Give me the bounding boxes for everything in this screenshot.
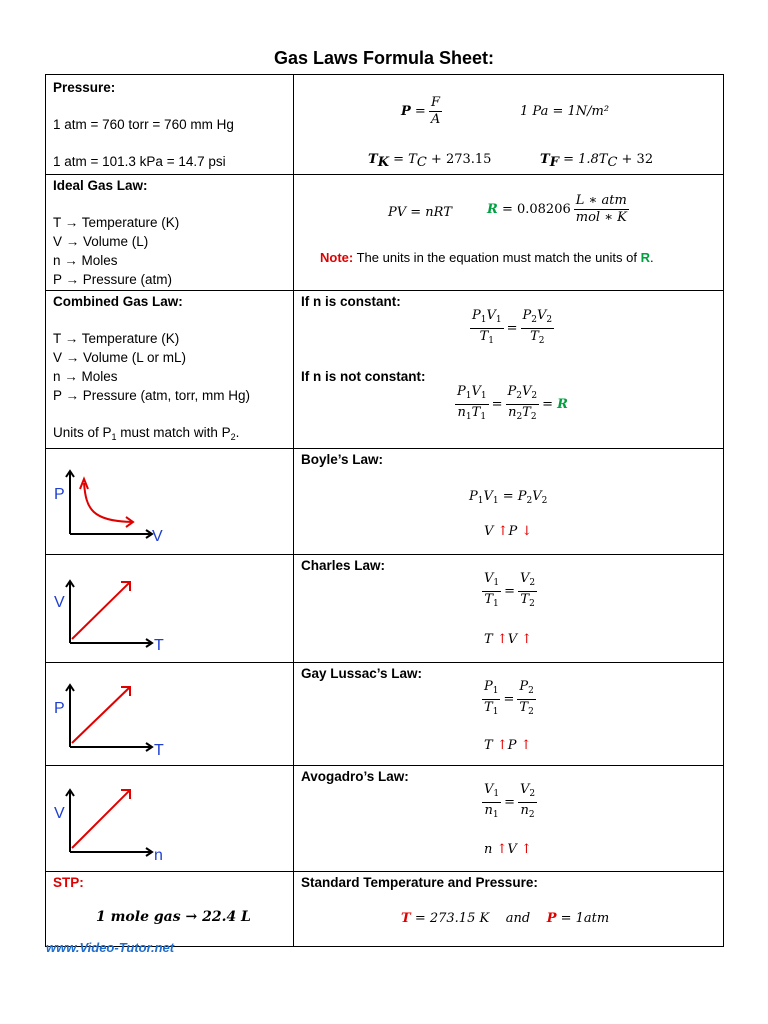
pressure-line-2: 1 atm = 101.3 kPa = 14.7 psi — [53, 154, 226, 169]
ideal-item-v: V → Volume (L) — [53, 234, 149, 249]
avogadro-heading: Avogadro’s Law: — [301, 769, 409, 784]
boyle-right-cell — [294, 449, 724, 555]
charles-line — [72, 582, 130, 639]
boyle-x-label: V — [152, 528, 163, 545]
avogadro-right-cell — [294, 766, 724, 872]
pressure-right-cell — [294, 75, 724, 175]
combined-item-v: V → Volume (L or mL) — [53, 350, 187, 365]
kelvin-equation: $T_K = T_C + 273.15$ — [368, 152, 492, 170]
charles-y-label: V — [54, 594, 65, 611]
boyle-y-label: P — [54, 486, 65, 503]
ideal-heading: Ideal Gas Law: — [53, 178, 148, 193]
gaylussac-y-label: P — [54, 700, 65, 717]
combined-item-t: T → Temperature (K) — [53, 331, 180, 346]
avogadro-equation: $\frac{V_1}{n_1}$ = $\frac{V_2}{n_2}$ — [484, 782, 536, 820]
molar-volume-equation: 1 mole gas → 22.4 L — [96, 909, 251, 925]
pressure-heading: Pressure: — [53, 80, 116, 95]
combined-right-cell — [294, 291, 724, 449]
pascal-equation: 1 Pa = 1N/m² — [520, 104, 610, 119]
gaylussac-right-cell — [294, 663, 724, 766]
ideal-item-n: n → Moles — [53, 253, 118, 268]
combined-units-note: Units of $P_1$ must match with $P_2$. — [53, 425, 240, 442]
pressure-definition-equation: P = $\frac{F}{A}$ — [401, 95, 441, 127]
boyle-trend: V ↑P ↓ — [484, 524, 533, 539]
stp-left-cell — [46, 872, 294, 947]
boyle-heading: Boyle’s Law: — [301, 452, 384, 467]
ideal-item-p: P → Pressure (atm) — [53, 272, 173, 287]
footer-link[interactable]: www.Video-Tutor.net — [46, 940, 175, 955]
ideal-gas-equation: PV = nRT — [388, 205, 452, 220]
gaylussac-graph-cell — [46, 663, 294, 766]
page-title: Gas Laws Formula Sheet: — [273, 48, 495, 68]
row-stp — [46, 872, 724, 947]
combined-item-p: P → Pressure (atm, torr, mm Hg) — [53, 388, 251, 403]
if-n-not-constant-label: If n is not constant: — [301, 369, 426, 384]
stp-label: STP: — [53, 875, 84, 890]
formula-table — [45, 74, 724, 947]
boyle-curve — [84, 483, 132, 522]
avogadro-graph — [46, 766, 293, 866]
avogadro-line — [72, 790, 130, 848]
gaylussac-x-label: T — [154, 742, 164, 759]
gaylussac-equation: $\frac{P_1}{T_1}$ = $\frac{P_2}{T_2}$ — [484, 679, 534, 717]
avogadro-x-label: n — [154, 847, 163, 864]
row-gay-lussac — [46, 663, 724, 766]
stp-right-cell — [294, 872, 724, 947]
combined-equation-constant-n: $\frac{P_1V_1}{T_1}$ = $\frac{P_2V_2}{T_2}$ — [472, 308, 553, 346]
row-ideal-gas — [46, 175, 724, 291]
stp-equation: T = 273.15 K and P = 1atm — [401, 911, 610, 926]
ideal-left-cell — [46, 175, 294, 291]
units-note: Note: The units in the equation must match the units of R. — [320, 250, 654, 265]
avogadro-y-label: V — [54, 805, 65, 822]
charles-graph-cell — [46, 555, 294, 663]
boyle-graph — [46, 449, 293, 549]
charles-heading: Charles Law: — [301, 558, 386, 573]
row-boyle — [46, 449, 724, 555]
combined-left-cell — [46, 291, 294, 449]
combined-heading: Combined Gas Law: — [53, 294, 183, 309]
pressure-line-1: 1 atm = 760 torr = 760 mm Hg — [53, 117, 234, 132]
row-combined — [46, 291, 724, 449]
row-pressure — [46, 75, 724, 175]
boyle-graph-cell — [46, 449, 294, 555]
pressure-left-cell — [46, 75, 294, 175]
charles-graph — [46, 555, 293, 657]
gaylussac-heading: Gay Lussac’s Law: — [301, 666, 423, 681]
ideal-right-cell — [294, 175, 724, 291]
gaylussac-line — [72, 687, 130, 743]
avogadro-graph-cell — [46, 766, 294, 872]
combined-equation-variable-n: $\frac{P_1V_1}{n_1T_1}$ = $\frac{P_2V_2}{n_2T_2}$ = R — [457, 384, 568, 422]
row-avogadro — [46, 766, 724, 872]
boyle-equation: $P_1V_1 = P_2V_2$ — [469, 489, 548, 506]
stp-heading: Standard Temperature and Pressure: — [301, 875, 538, 890]
gaylussac-trend: T ↑P ↑ — [484, 738, 532, 753]
gaylussac-graph — [46, 663, 293, 760]
row-charles — [46, 555, 724, 663]
combined-item-n: n → Moles — [53, 369, 118, 384]
fahrenheit-equation: $T_F = 1.8T_C + 32$ — [540, 152, 654, 170]
avogadro-trend: n ↑V ↑ — [484, 842, 532, 857]
if-n-constant-label: If n is constant: — [301, 294, 401, 309]
charles-equation: $\frac{V_1}{T_1}$ = $\frac{V_2}{T_2}$ — [484, 571, 536, 609]
gas-constant-equation: R = 0.08206 $\frac{\text{L ∗ atm}}{\text{mol ∗ K}}$ — [487, 193, 627, 225]
charles-trend: T ↑V ↑ — [484, 632, 533, 647]
charles-right-cell — [294, 555, 724, 663]
ideal-item-t: T → Temperature (K) — [53, 215, 180, 230]
charles-x-label: T — [154, 637, 164, 654]
